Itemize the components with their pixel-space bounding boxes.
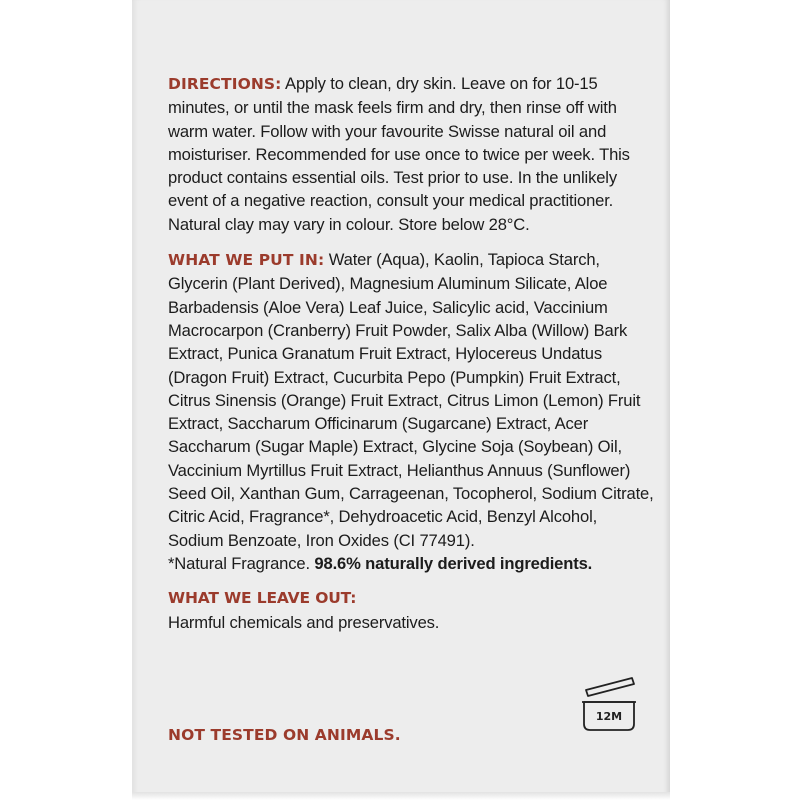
ingredients-label: WHAT WE PUT IN: — [168, 251, 325, 270]
directions-text: Apply to clean, dry skin. Leave on for 10-15 minutes, or until the mask feels firm and dry, then rinse off with warm water. Follow with your favourite Swisse natural oil and moisturiser. Recommended for use once to twice per week. This product contains essential oils. Test prior to use. In the unlikely event of a negative reaction, consult your medical practitioner. Natural clay may vary in colour. Store below 28°C. — [168, 74, 630, 234]
label-text-block — [168, 72, 654, 646]
leave-out-text: Harmful chemicals and preservatives. — [168, 612, 440, 632]
directions-label: DIRECTIONS: — [168, 75, 282, 93]
naturally-derived-highlight: 98.6% naturally derived ingredients. — [314, 553, 593, 573]
leave-out-section — [168, 587, 654, 634]
period-after-opening-symbol — [580, 672, 650, 734]
pao-label: 12M — [595, 710, 623, 723]
not-tested-on-animals: NOT TESTED ON ANIMALS. — [168, 726, 401, 744]
ingredients-text: Water (Aqua), Kaolin, Tapioca Starch, Glycerin (Plant Derived), Magnesium Aluminum Silicate, Aloe Barbadensis (Aloe Vera) Leaf Juice, Salicylic acid, Vaccinium Macrocarpon (Cranberry) Fruit Powder, Salix Alba (Willow) Bark Extract, Punica Granatum Fruit Extract, Hylocereus Undatus (Dragon Fruit) Extract, Cucurbita Pepo (Pumpkin) Fruit Extract, Citrus Sinensis (Orange) Fruit Extract, Citrus Limon (Lemon) Fruit Extract, Saccharum Officinarum (Sugarcane) Extract, Acer Saccharum (Sugar Maple) Extract, Glycine Soja (Soybean) Oil, Vaccinium Myrtillus Fruit Extract, Helianthus Annuus (Sunflower) Seed Oil, Xanthan Gum, Carrageenan, Tocopherol, Sodium Citrate, Citric Acid, Fragrance*, Dehydroacetic Acid, Benzyl Alcohol, Sodium Benzoate, Iron Oxides (CI 77491). — [168, 250, 654, 550]
leave-out-label: WHAT WE LEAVE OUT: — [168, 589, 357, 608]
ingredients-section — [168, 248, 654, 575]
package-bottom-edge — [132, 792, 670, 800]
directions-section — [168, 72, 654, 236]
open-jar-icon — [580, 672, 650, 734]
fragrance-footnote: *Natural Fragrance. — [168, 553, 310, 573]
